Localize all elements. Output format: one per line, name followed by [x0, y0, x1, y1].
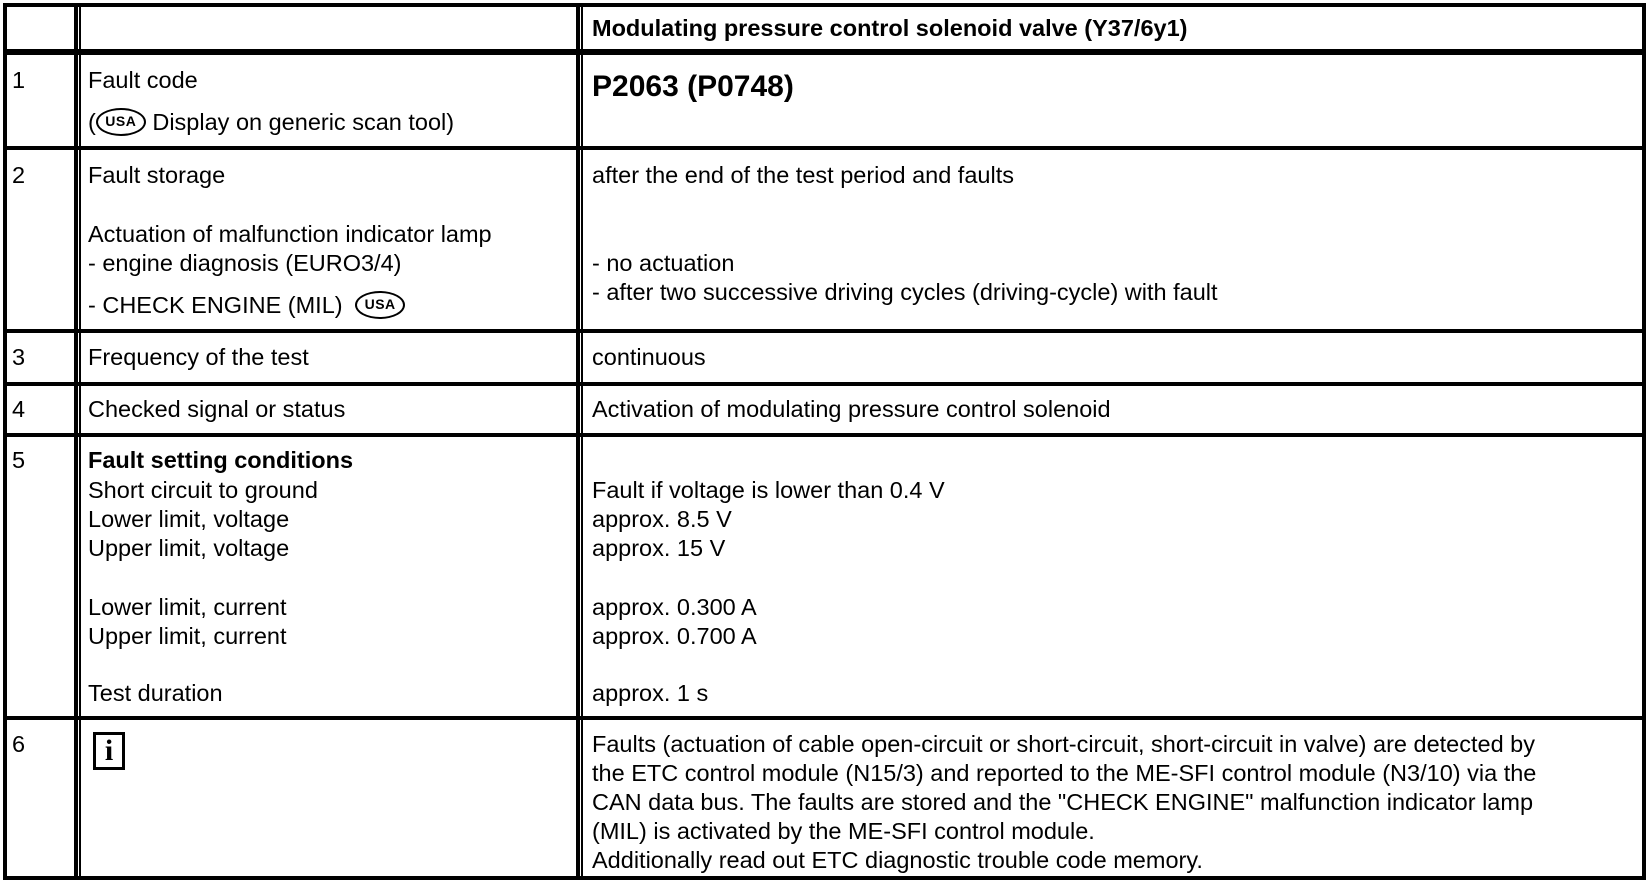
fault-storage-label: Fault storage	[88, 162, 226, 188]
condition-label: Lower limit, voltage	[88, 506, 290, 532]
condition-label: Upper limit, current	[88, 623, 287, 649]
row-number: 5	[12, 447, 26, 473]
row-divider	[3, 433, 1646, 437]
condition-value: Fault if voltage is lower than 0.4 V	[592, 477, 945, 503]
condition-value: approx. 15 V	[592, 535, 726, 561]
row-number: 1	[12, 67, 26, 93]
condition-label: Short circuit to ground	[88, 477, 318, 503]
row-number: 3	[12, 344, 26, 370]
fault-storage-value: after the end of the test period and faults	[592, 162, 1014, 188]
row-divider	[3, 146, 1646, 150]
row-number: 6	[12, 731, 26, 757]
row-divider	[3, 329, 1646, 333]
note-line: CAN data bus. The faults are stored and the "CHECK ENGINE" malfunction indicator lamp	[592, 789, 1534, 815]
note-line: the ETC control module (N15/3) and reported to the ME-SFI control module (N3/10) via the	[592, 760, 1537, 786]
row-divider	[3, 53, 1646, 55]
condition-value: approx. 0.300 A	[592, 594, 757, 620]
condition-label: Test duration	[88, 680, 223, 706]
usa-badge-icon: USA	[355, 291, 405, 319]
fault-code-sublabel	[88, 108, 454, 137]
fault-code-label: Fault code	[88, 67, 198, 93]
test-frequency-value: continuous	[592, 344, 706, 370]
column-divider	[576, 3, 580, 880]
mil-actuation-label: Actuation of malfunction indicator lamp	[88, 221, 492, 247]
row-number: 4	[12, 396, 26, 422]
check-engine-value: - after two successive driving cycles (driving-cycle) with fault	[592, 279, 1218, 305]
checked-signal-value: Activation of modulating pressure control solenoid	[592, 396, 1111, 422]
header-title: Modulating pressure control solenoid valve (Y37/6y1)	[592, 15, 1188, 41]
row-divider	[3, 716, 1646, 720]
test-frequency-label: Frequency of the test	[88, 344, 309, 370]
check-engine-label	[88, 291, 405, 320]
info-icon: i	[93, 732, 125, 770]
engine-diagnosis-label: - engine diagnosis (EURO3/4)	[88, 250, 402, 276]
fault-code-value: P2063 (P0748)	[592, 70, 794, 103]
condition-value: approx. 8.5 V	[592, 506, 732, 532]
condition-label: Lower limit, current	[88, 594, 287, 620]
row-number: 2	[12, 162, 26, 188]
column-divider	[74, 3, 78, 880]
note-line: Additionally read out ETC diagnostic trouble code memory.	[592, 847, 1203, 873]
table-border-left	[3, 3, 7, 880]
fault-conditions-heading: Fault setting conditions	[88, 447, 354, 473]
row-divider	[3, 382, 1646, 386]
engine-diagnosis-value: - no actuation	[592, 250, 735, 276]
table-border-bottom	[3, 876, 1646, 880]
column-divider	[79, 3, 81, 880]
condition-label: Upper limit, voltage	[88, 535, 290, 561]
condition-value: approx. 1 s	[592, 680, 709, 706]
table-border-top	[3, 3, 1646, 7]
condition-value: approx. 0.700 A	[592, 623, 757, 649]
open-paren: (	[88, 109, 96, 135]
checked-signal-label: Checked signal or status	[88, 396, 346, 422]
scan-tool-note: Display on generic scan tool)	[152, 109, 455, 135]
note-line: (MIL) is activated by the ME-SFI control module.	[592, 818, 1095, 844]
usa-badge-icon: USA	[96, 108, 146, 136]
note-line: Faults (actuation of cable open-circuit or short-circuit, short-circuit in valve) are detected by	[592, 731, 1536, 757]
check-engine-text: - CHECK ENGINE (MIL)	[88, 292, 343, 318]
column-divider	[581, 3, 583, 880]
table-border-right	[1642, 3, 1646, 880]
